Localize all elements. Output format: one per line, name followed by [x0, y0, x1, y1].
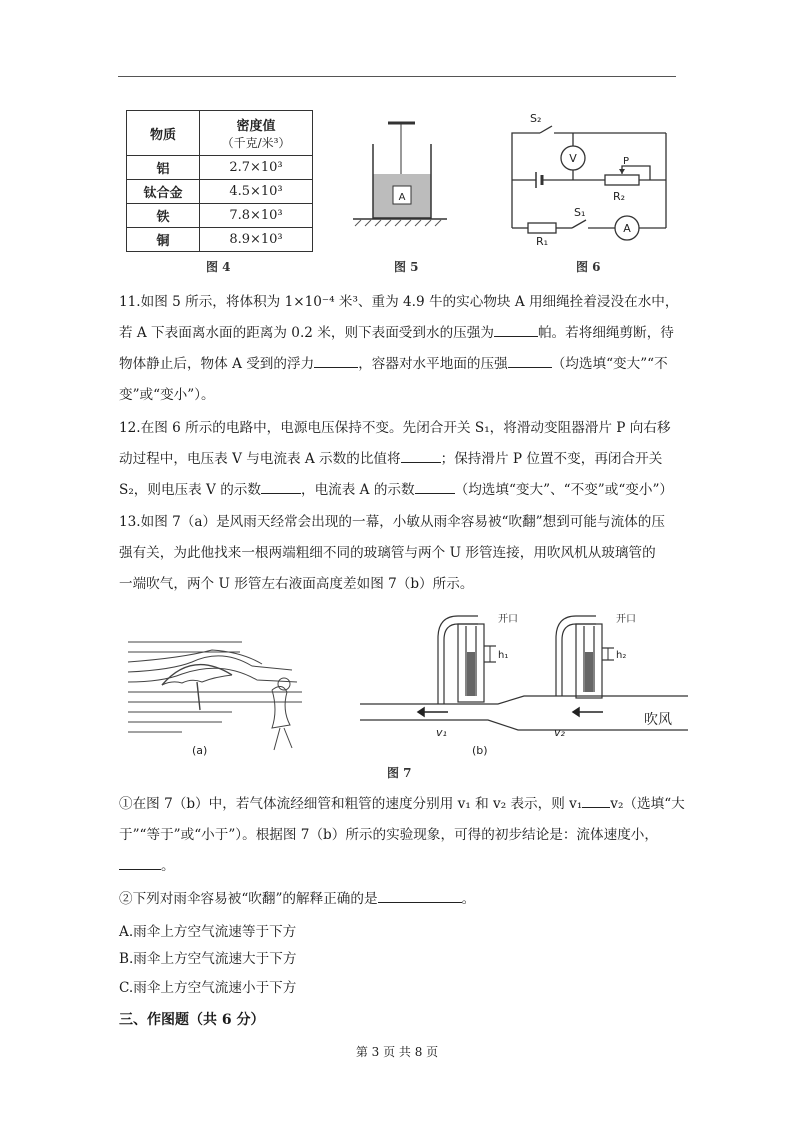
r1-label: R₁	[536, 235, 549, 248]
s2-label: S₂	[530, 112, 542, 125]
fig7a-label: (a)	[192, 744, 208, 757]
q13-sub1-line1: ①在图 7（b）中，若气体流经细管和粗管的速度分别用 v₁ 和 v₂ 表示，则 v₁ v₂（选填“大	[119, 792, 685, 812]
slider-p-label: P	[623, 156, 630, 167]
q13-line1: 13.如图 7（a）是风雨天经常会出现的一幕，小敏从雨伞容易被“吹翻”想到可能与流体的压	[119, 514, 665, 530]
option-c: C.雨伞上方空气流速小于下方	[119, 980, 297, 996]
answer-blank[interactable]	[401, 448, 441, 463]
q13-line2: 强有关，为此他找来一根两端粗细不同的玻璃管与两个 U 形管连接，用吹风机从玻璃管的	[119, 545, 656, 561]
q11-line1: 11.如图 5 所示，将体积为 1×10⁻⁴ 米³、重为 4.9 牛的实心物块 A 用细绳拴着浸没在水中，	[119, 294, 679, 310]
q13-sub2-line: ②下列对雨伞容易被“吹翻”的解释正确的是 。	[119, 887, 475, 907]
q13-sub1-line2: 于”“等于”或“小于”）。根据图 7（b）所示的实验现象，可得的初步结论是：流体速度小，	[119, 827, 658, 843]
q11-line3: 物体静止后，物体 A 受到的浮力 ，容器对水平地面的压强 （均选填“变大”“不	[119, 352, 668, 372]
blow-label: 吹风	[644, 712, 672, 728]
v2-label: v₂	[554, 726, 565, 739]
fig5-diagram	[345, 116, 455, 236]
q13-line3: 一端吹气，两个 U 形管左右液面高度差如图 7（b）所示。	[119, 576, 474, 592]
table-header-density: 密度值 （千克/米³）	[200, 111, 313, 156]
q12-line1: 12.在图 6 所示的电路中，电源电压保持不变。先闭合开关 S₁，将滑动变阻器滑片 P 向右移	[119, 420, 671, 436]
fig6-circuit	[500, 108, 680, 248]
answer-blank[interactable]	[508, 353, 552, 368]
density-table	[126, 110, 313, 252]
option-a: A.雨伞上方空气流速等于下方	[119, 924, 297, 940]
fig7b-u-tube-apparatus	[358, 608, 688, 758]
ammeter-label: A	[623, 222, 631, 235]
fig6-caption: 图 6	[576, 260, 601, 274]
r2-label: R₂	[613, 190, 626, 203]
table-row: 铁 7.8×10³	[127, 204, 313, 228]
block-a-label: A	[398, 192, 406, 203]
fig7-caption: 图 7	[387, 766, 412, 780]
q13-sub1-line3: 。	[119, 854, 175, 874]
open-label-1: 开口	[498, 614, 518, 625]
fig4-caption: 图 4	[206, 260, 231, 274]
answer-blank[interactable]	[378, 888, 462, 903]
table-header-substance: 物质	[127, 111, 200, 156]
q12-line3: S₂，则电压表 V 的示数 ，电流表 A 的示数 （均选填“变大”、“不变”或“变小”）	[119, 478, 673, 498]
answer-blank[interactable]	[582, 793, 610, 808]
option-b: B.雨伞上方空气流速大于下方	[119, 951, 297, 967]
answer-blank[interactable]	[119, 855, 161, 870]
s1-label: S₁	[574, 206, 586, 219]
q11-line2: 若 A 下表面离水面的距离为 0.2 米，则下表面受到水的压强为 帕。若将细绳剪断，待	[119, 321, 674, 341]
table-row: 钛合金 4.5×10³	[127, 180, 313, 204]
answer-blank[interactable]	[261, 479, 301, 494]
answer-blank[interactable]	[494, 322, 538, 337]
q12-line2: 动过程中，电压表 V 与电流表 A 示数的比值将 ；保持滑片 P 位置不变，再闭合开关	[119, 447, 662, 467]
fig7a-umbrella-scene	[122, 630, 322, 760]
table-row: 铜 8.9×10³	[127, 228, 313, 252]
header-rule	[118, 76, 676, 77]
h1-label: h₁	[498, 650, 509, 661]
page-footer: 第 3 页 共 8 页	[355, 1045, 439, 1059]
open-label-2: 开口	[616, 614, 636, 625]
q11-line4: 变”或“变小”）。	[119, 387, 215, 403]
voltmeter-label: V	[569, 152, 577, 165]
table-row: 铝 2.7×10³	[127, 156, 313, 180]
answer-blank[interactable]	[415, 479, 455, 494]
fig5-caption: 图 5	[394, 260, 419, 274]
h2-label: h₂	[616, 650, 627, 661]
answer-blank[interactable]	[314, 353, 358, 368]
section-heading: 三、作图题（共 6 分）	[119, 1012, 265, 1028]
fig7b-label: (b)	[472, 744, 488, 757]
v1-label: v₁	[436, 726, 447, 739]
